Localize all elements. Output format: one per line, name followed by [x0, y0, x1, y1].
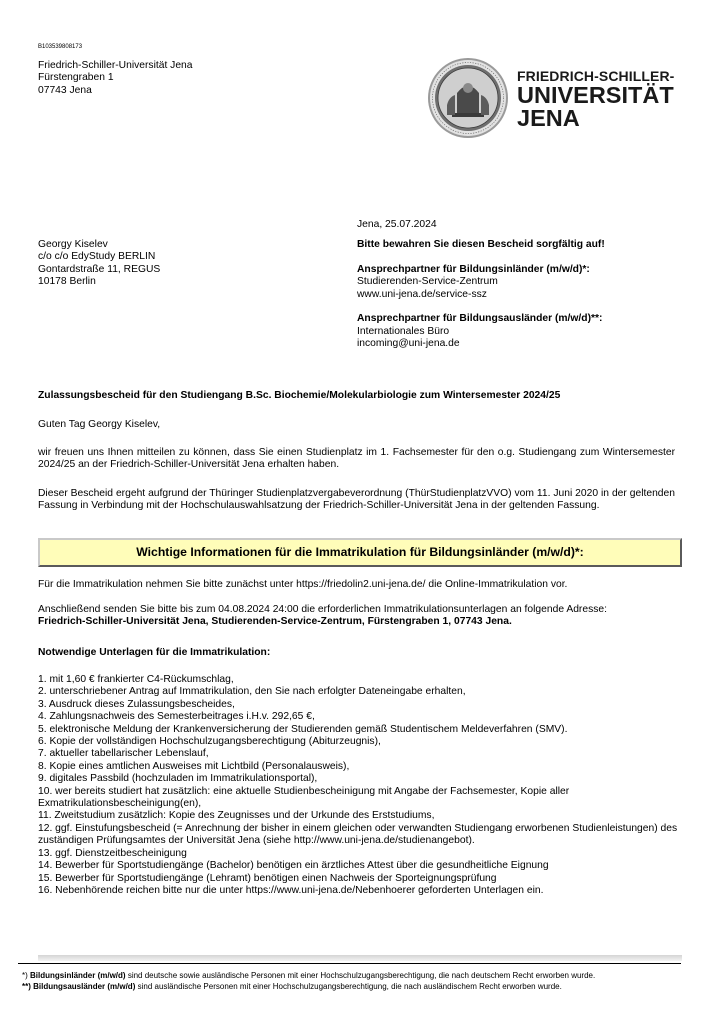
- footnote-term: Bildungsinländer (m/w/d): [30, 971, 126, 980]
- recipient-address: [38, 239, 160, 289]
- list-item: 15. Bewerber für Sportstudiengänge (Lehramt) benötigen einen Nachweis der Sporteignungsprüfung: [38, 872, 497, 884]
- list-item: 5. elektronische Meldung der Krankenversicherung der Studierenden gemäß Studentischem Meldeverfahren (SMV).: [38, 723, 568, 735]
- list-item: 13. ggf. Dienstzeitbescheinigung: [38, 847, 187, 859]
- contact-foreign-email[interactable]: incoming@uni-jena.de: [357, 338, 460, 350]
- keep-notice: Bitte bewahren Sie diesen Bescheid sorgfältig auf!: [357, 239, 605, 250]
- list-item: 3. Ausdruck dieses Zulassungsbescheides,: [38, 698, 235, 710]
- wordmark-line-1: FRIEDRICH-SCHILLER-: [517, 68, 675, 84]
- list-item: 7. aktueller tabellarischer Lebenslauf,: [38, 748, 209, 760]
- document-id: B103539808173: [38, 44, 83, 50]
- list-item: 4. Zahlungsnachweis des Semesterbeitrages i.H.v. 292,65 €,: [38, 711, 315, 723]
- footnote-mark: *): [22, 971, 28, 980]
- greeting: Guten Tag Georgy Kiselev,: [38, 419, 161, 430]
- footnote-text: sind ausländische Personen mit einer Hochschulzugangsberechtigung, die nach ausländischem Recht erworben wurde.: [137, 982, 562, 991]
- list-item: 16. Nebenhörende reichen bitte nur die unter https://www.uni-jena.de/Nebenhoerer geforderten Unterlagen ein.: [38, 884, 544, 896]
- footnote-mark: **): [22, 982, 31, 991]
- list-item: 2. unterschriebener Antrag auf Immatrikulation, den Sie nach erfolgter Dateneingabe erhalten,: [38, 686, 466, 698]
- list-item: 12. ggf. Einstufungsbescheid (= Anrechnung der bisher in einem gleichen oder verwandten Studiengang erworbenen Studienleistungen) des zuständigen Prüfungsamtes der Universität Jena (siehe http://www.uni-jena.de/studienangebot).: [38, 822, 678, 847]
- list-item: 10. wer bereits studiert hat zusätzlich: eine aktuelle Studienbescheinigung mit Angabe der Fachsemester, Kopie aller Exmatrikulationsbescheinigung(en),: [38, 785, 570, 810]
- contact-inland-heading: Ansprechpartner für Bildungsinländer (m/w/d)*:: [357, 263, 590, 275]
- letter-date: Jena, 25.07.2024: [357, 219, 437, 230]
- contact-info: [357, 239, 677, 363]
- sender-line: Fürstengraben 1: [38, 72, 114, 84]
- footnote-foreign: [22, 981, 672, 992]
- university-seal-logo: [427, 57, 509, 139]
- contact-foreign-office: Internationales Büro: [357, 325, 450, 337]
- deadline-paragraph: [38, 604, 675, 629]
- list-item: 9. digitales Passbild (hochzuladen im Immatrikulationsportal),: [38, 773, 318, 785]
- sender-line: 07743 Jena: [38, 84, 92, 96]
- footnote-term: Bildungsausländer (m/w/d): [33, 982, 136, 991]
- wordmark-line-2: UNIVERSITÄT: [517, 82, 674, 108]
- contact-inland-link[interactable]: www.uni-jena.de/service-ssz: [357, 288, 487, 300]
- recipient-line: Georgy Kiselev: [38, 239, 108, 250]
- section-divider: [38, 955, 682, 961]
- sender-address: [38, 60, 193, 97]
- footnote-text: sind deutsche sowie ausländische Personen mit einer Hochschulzugangsberechtigung, die nach deutschem Recht erworben wurde.: [127, 971, 596, 980]
- list-item: 6. Kopie der vollständigen Hochschulzugangsberechtigung (Abiturzeugnis),: [38, 736, 381, 748]
- contact-inland-office: Studierenden-Service-Zentrum: [357, 276, 498, 288]
- letter-subject: Zulassungsbescheid für den Studiengang B.Sc. Biochemie/Molekularbiologie zum Wintersemester 2024/25: [38, 390, 561, 401]
- footnotes: [22, 970, 672, 992]
- documents-list: [38, 674, 678, 897]
- list-item: 14. Bewerber für Sportstudiengänge (Bachelor) benötigen ein ärztliches Attest über die gesundheitliche Eignung: [38, 860, 549, 872]
- mailing-address: Friedrich-Schiller-Universität Jena, Studierenden-Service-Zentrum, Fürstengraben 1, 07743 Jena.: [38, 616, 512, 628]
- wordmark-line-3: JENA: [517, 105, 580, 131]
- university-wordmark: [517, 69, 674, 130]
- documents-heading: Notwendige Unterlagen für die Immatrikulation:: [38, 647, 271, 658]
- footnote-inland: [22, 970, 672, 981]
- footnote-rule: [18, 963, 681, 964]
- recipient-line: c/o c/o EdyStudy BERLIN: [38, 251, 156, 263]
- info-box-heading: Wichtige Informationen für die Immatrikulation für Bildungsinländer (m/w/d)*:: [38, 538, 682, 567]
- admission-paragraph: wir freuen uns Ihnen mitteilen zu können, dass Sie einen Studienplatz im 1. Fachsemester für den o.g. Studiengang zum Wintersemester 2024/25 an der Friedrich-Schiller-Universität Jena erhalten haben.: [38, 447, 675, 471]
- contact-foreign: [357, 313, 677, 350]
- contact-foreign-heading: Ansprechpartner für Bildungsausländer (m/w/d)**:: [357, 313, 603, 325]
- legal-basis-paragraph: Dieser Bescheid ergeht aufgrund der Thüringer Studienplatzvergabeverordnung (ThürStudienplatzVVO) vom 11. Juni 2020 in der geltenden Fassung in Verbindung mit der Hochschulauswahlsatzung der Friedrich-Schiller-Universität Jena in der geltenden Fassung.: [38, 488, 675, 512]
- list-item: 11. Zweitstudium zusätzlich: Kopie des Zeugnisses und der Urkunde des Erststudiums,: [38, 810, 435, 822]
- contact-inland: [357, 264, 677, 301]
- recipient-line: Gontardstraße 11, REGUS: [38, 263, 161, 275]
- deadline-text: Anschließend senden Sie bitte bis zum 04.08.2024 24:00 die erforderlichen Immatrikulationsunterlagen an folgende Adresse:: [38, 604, 607, 615]
- list-item: 8. Kopie eines amtlichen Ausweises mit Lichtbild (Personalausweis),: [38, 760, 350, 772]
- sender-line: Friedrich-Schiller-Universität Jena: [38, 60, 193, 71]
- recipient-line: 10178 Berlin: [38, 276, 96, 288]
- list-item: 1. mit 1,60 € frankierter C4-Rückumschlag,: [38, 674, 234, 685]
- online-enrollment-paragraph: Für die Immatrikulation nehmen Sie bitte zunächst unter https://friedolin2.uni-jena.de/ die Online-Immatrikulation vor.: [38, 579, 568, 590]
